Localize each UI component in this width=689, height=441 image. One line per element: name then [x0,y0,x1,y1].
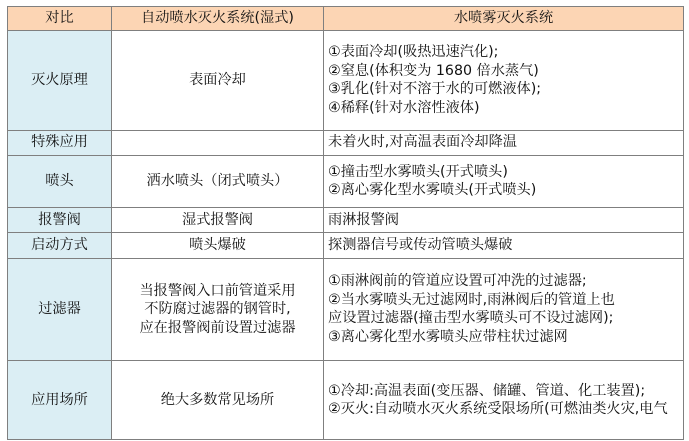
auto-cell [112,361,324,440]
header-compare: 对比 [8,7,112,31]
row-label: 报警阀 [8,208,112,233]
water-line: ①冷却:高温表面(变压器、储罐、管道、化工装置); [328,382,646,399]
row-label: 特殊应用 [8,130,112,155]
header-auto-sprinkler: 自动喷水灭火系统(湿式) [112,7,324,31]
row-label: 喷头 [8,155,112,207]
auto-line: 当报警阀入口前管道采用 [139,282,296,299]
water-line: 雨淋报警阀 [328,212,399,229]
water-cell [324,31,684,131]
auto-cell [112,233,324,258]
water-line: ②离心雾化型水雾喷头(开式喷头) [328,182,537,199]
table-row [8,155,684,207]
comparison-table [7,6,684,440]
auto-line: 不防腐过滤器的钢管时, [144,301,291,318]
water-line: ③乳化(针对不溶于水的可燃液体); [328,81,542,98]
water-line: 应设置过滤器(撞击型水雾喷头可不设过滤网); [328,310,614,327]
water-line: ②窒息(体积变为 1680 倍水蒸气) [328,62,539,79]
water-line: ①撞击型水雾喷头(开式喷头) [328,164,508,181]
row-label: 过滤器 [8,258,112,361]
auto-line: 应在报警阀前设置过滤器 [139,319,296,336]
row-label: 应用场所 [8,361,112,440]
water-line: 探测器信号或传动管喷头爆破 [328,237,513,254]
header-water-mist: 水喷雾灭火系统 [324,7,684,31]
water-cell [324,130,684,155]
water-cell [324,258,684,361]
auto-line: 喷头爆破 [189,237,246,254]
auto-cell [112,31,324,131]
auto-cell [112,258,324,361]
water-line: ④稀释(针对水溶性液体) [328,99,480,116]
water-line: ③离心雾化型水雾喷头应带柱状过滤网 [328,328,568,345]
auto-line: 绝大多数常见场所 [160,391,275,408]
table-row [8,31,684,131]
table-row [8,208,684,233]
auto-cell [112,155,324,207]
water-line: ②灭火:自动喷水灭火系统受限场所(可燃油类火灾,电气 [328,401,668,418]
water-cell [324,233,684,258]
auto-cell [112,208,324,233]
header-row [8,7,684,31]
water-line: ①雨淋阀前的管道应设置可冲洗的过滤器; [328,273,587,290]
water-line: 未着火时,对高温表面冷却降温 [328,134,517,151]
water-cell [324,155,684,207]
table-row [8,130,684,155]
water-cell [324,208,684,233]
auto-line: 表面冷却 [189,72,246,89]
water-cell [324,361,684,440]
water-line: ①表面冷却(吸热迅速汽化); [328,44,499,61]
auto-cell [112,130,324,155]
water-line: ②当水雾喷头无过滤网时,雨淋阀后的管道上也 [328,291,615,308]
auto-line: 洒水喷头（闭式喷头） [146,173,289,190]
row-label: 启动方式 [8,233,112,258]
table-row [8,233,684,258]
row-label: 灭火原理 [8,31,112,131]
table-row [8,258,684,361]
auto-line: 湿式报警阀 [182,212,253,229]
table-row [8,361,684,440]
